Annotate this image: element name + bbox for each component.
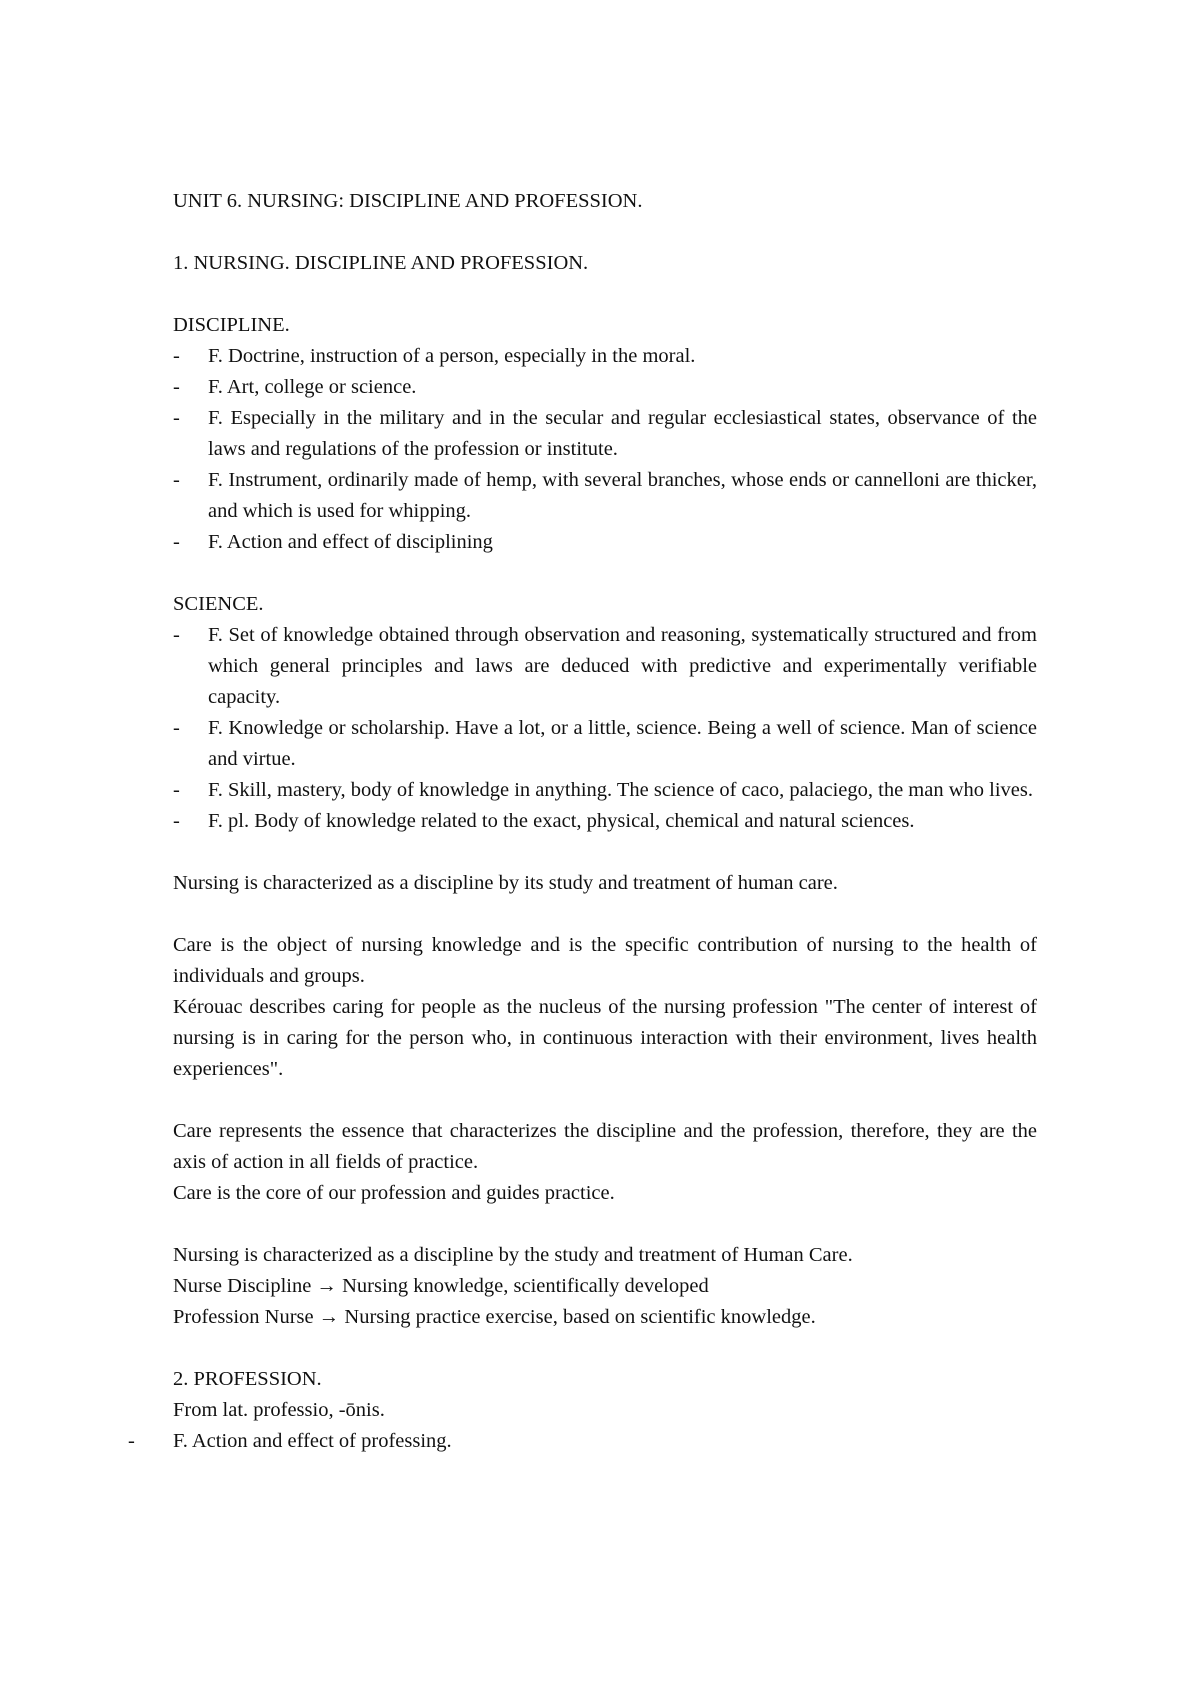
list-dash: - (173, 376, 180, 398)
paragraph-care-essence: Care represents the essence that characterizes the discipline and the profession, therefore, they are the axis of action in all fields of practice. (173, 1120, 1037, 1173)
science-list (173, 620, 1037, 837)
list-item (128, 1426, 1037, 1457)
paragraph-care-core: Care is the core of our profession and guides practice. (173, 1182, 615, 1204)
list-item (173, 372, 1037, 403)
list-item-text: F. Action and effect of disciplining (208, 531, 493, 553)
list-dash: - (173, 810, 180, 832)
list-item (173, 403, 1037, 465)
list-dash: - (173, 779, 180, 801)
document-title: UNIT 6. NURSING: DISCIPLINE AND PROFESSION. (173, 190, 643, 212)
discipline-list (173, 341, 1037, 558)
list-dash: - (173, 624, 180, 646)
list-item-text: F. Knowledge or scholarship. Have a lot, or a little, science. Being a well of science. Man of science and virtue. (208, 717, 1037, 770)
list-item-text: F. Skill, mastery, body of knowledge in anything. The science of caco, palaciego, the man who lives. (208, 779, 1033, 801)
list-dash: - (128, 1430, 135, 1452)
list-dash: - (173, 469, 180, 491)
arrow-right-icon: → (316, 1275, 337, 1297)
document-body (128, 186, 1037, 1457)
paragraph-discipline: Nursing is characterized as a discipline by its study and treatment of human care. (173, 872, 838, 894)
relation-left: Profession Nurse (173, 1306, 314, 1328)
list-item-text: F. Art, college or science. (208, 376, 417, 398)
list-dash: - (173, 717, 180, 739)
list-dash: - (173, 531, 180, 553)
list-item (173, 713, 1037, 775)
list-item-text: F. pl. Body of knowledge related to the exact, physical, chemical and natural sciences. (208, 810, 915, 832)
list-item (173, 806, 1037, 837)
paragraph-care-object: Care is the object of nursing knowledge and is the specific contribution of nursing to the health of individuals and groups. (173, 934, 1037, 987)
list-item (173, 527, 1037, 558)
list-item (173, 341, 1037, 372)
relation-discipline (173, 1271, 1037, 1302)
science-heading: SCIENCE. (173, 593, 264, 615)
list-item (173, 465, 1037, 527)
paragraph-kerouac: Kérouac describes caring for people as the nucleus of the nursing profession "The center of interest of nursing is in caring for the person who, in continuous interaction with their environment, lives health experiences". (173, 996, 1037, 1080)
list-item-text: F. Action and effect of professing. (173, 1430, 452, 1452)
relation-right: Nursing knowledge, scientifically developed (342, 1275, 709, 1297)
list-item-text: F. Especially in the military and in the secular and regular ecclesiastical states, observance of the laws and regulations of the profession or institute. (208, 407, 1037, 460)
discipline-heading: DISCIPLINE. (173, 314, 290, 336)
paragraph-human-care: Nursing is characterized as a discipline by the study and treatment of Human Care. (173, 1244, 853, 1266)
relation-profession (173, 1302, 1037, 1333)
list-dash: - (173, 345, 180, 367)
section-heading-profession: 2. PROFESSION. (173, 1368, 322, 1390)
relation-right: Nursing practice exercise, based on scientific knowledge. (344, 1306, 816, 1328)
arrow-right-icon: → (318, 1306, 340, 1328)
list-item (173, 620, 1037, 713)
list-dash: - (173, 407, 180, 429)
list-item (173, 775, 1037, 806)
list-item-text: F. Set of knowledge obtained through observation and reasoning, systematically structured and from which general principles and laws are deduced with predictive and experimentally verifiable capacity. (208, 624, 1037, 708)
relation-left: Nurse Discipline (173, 1275, 312, 1297)
profession-etymology: From lat. professio, -ōnis. (173, 1399, 385, 1421)
section-heading-nursing: 1. NURSING. DISCIPLINE AND PROFESSION. (173, 252, 589, 274)
list-item-text: F. Instrument, ordinarily made of hemp, with several branches, whose ends or cannelloni are thicker, and which is used for whipping. (208, 469, 1037, 522)
list-item-text: F. Doctrine, instruction of a person, especially in the moral. (208, 345, 696, 367)
